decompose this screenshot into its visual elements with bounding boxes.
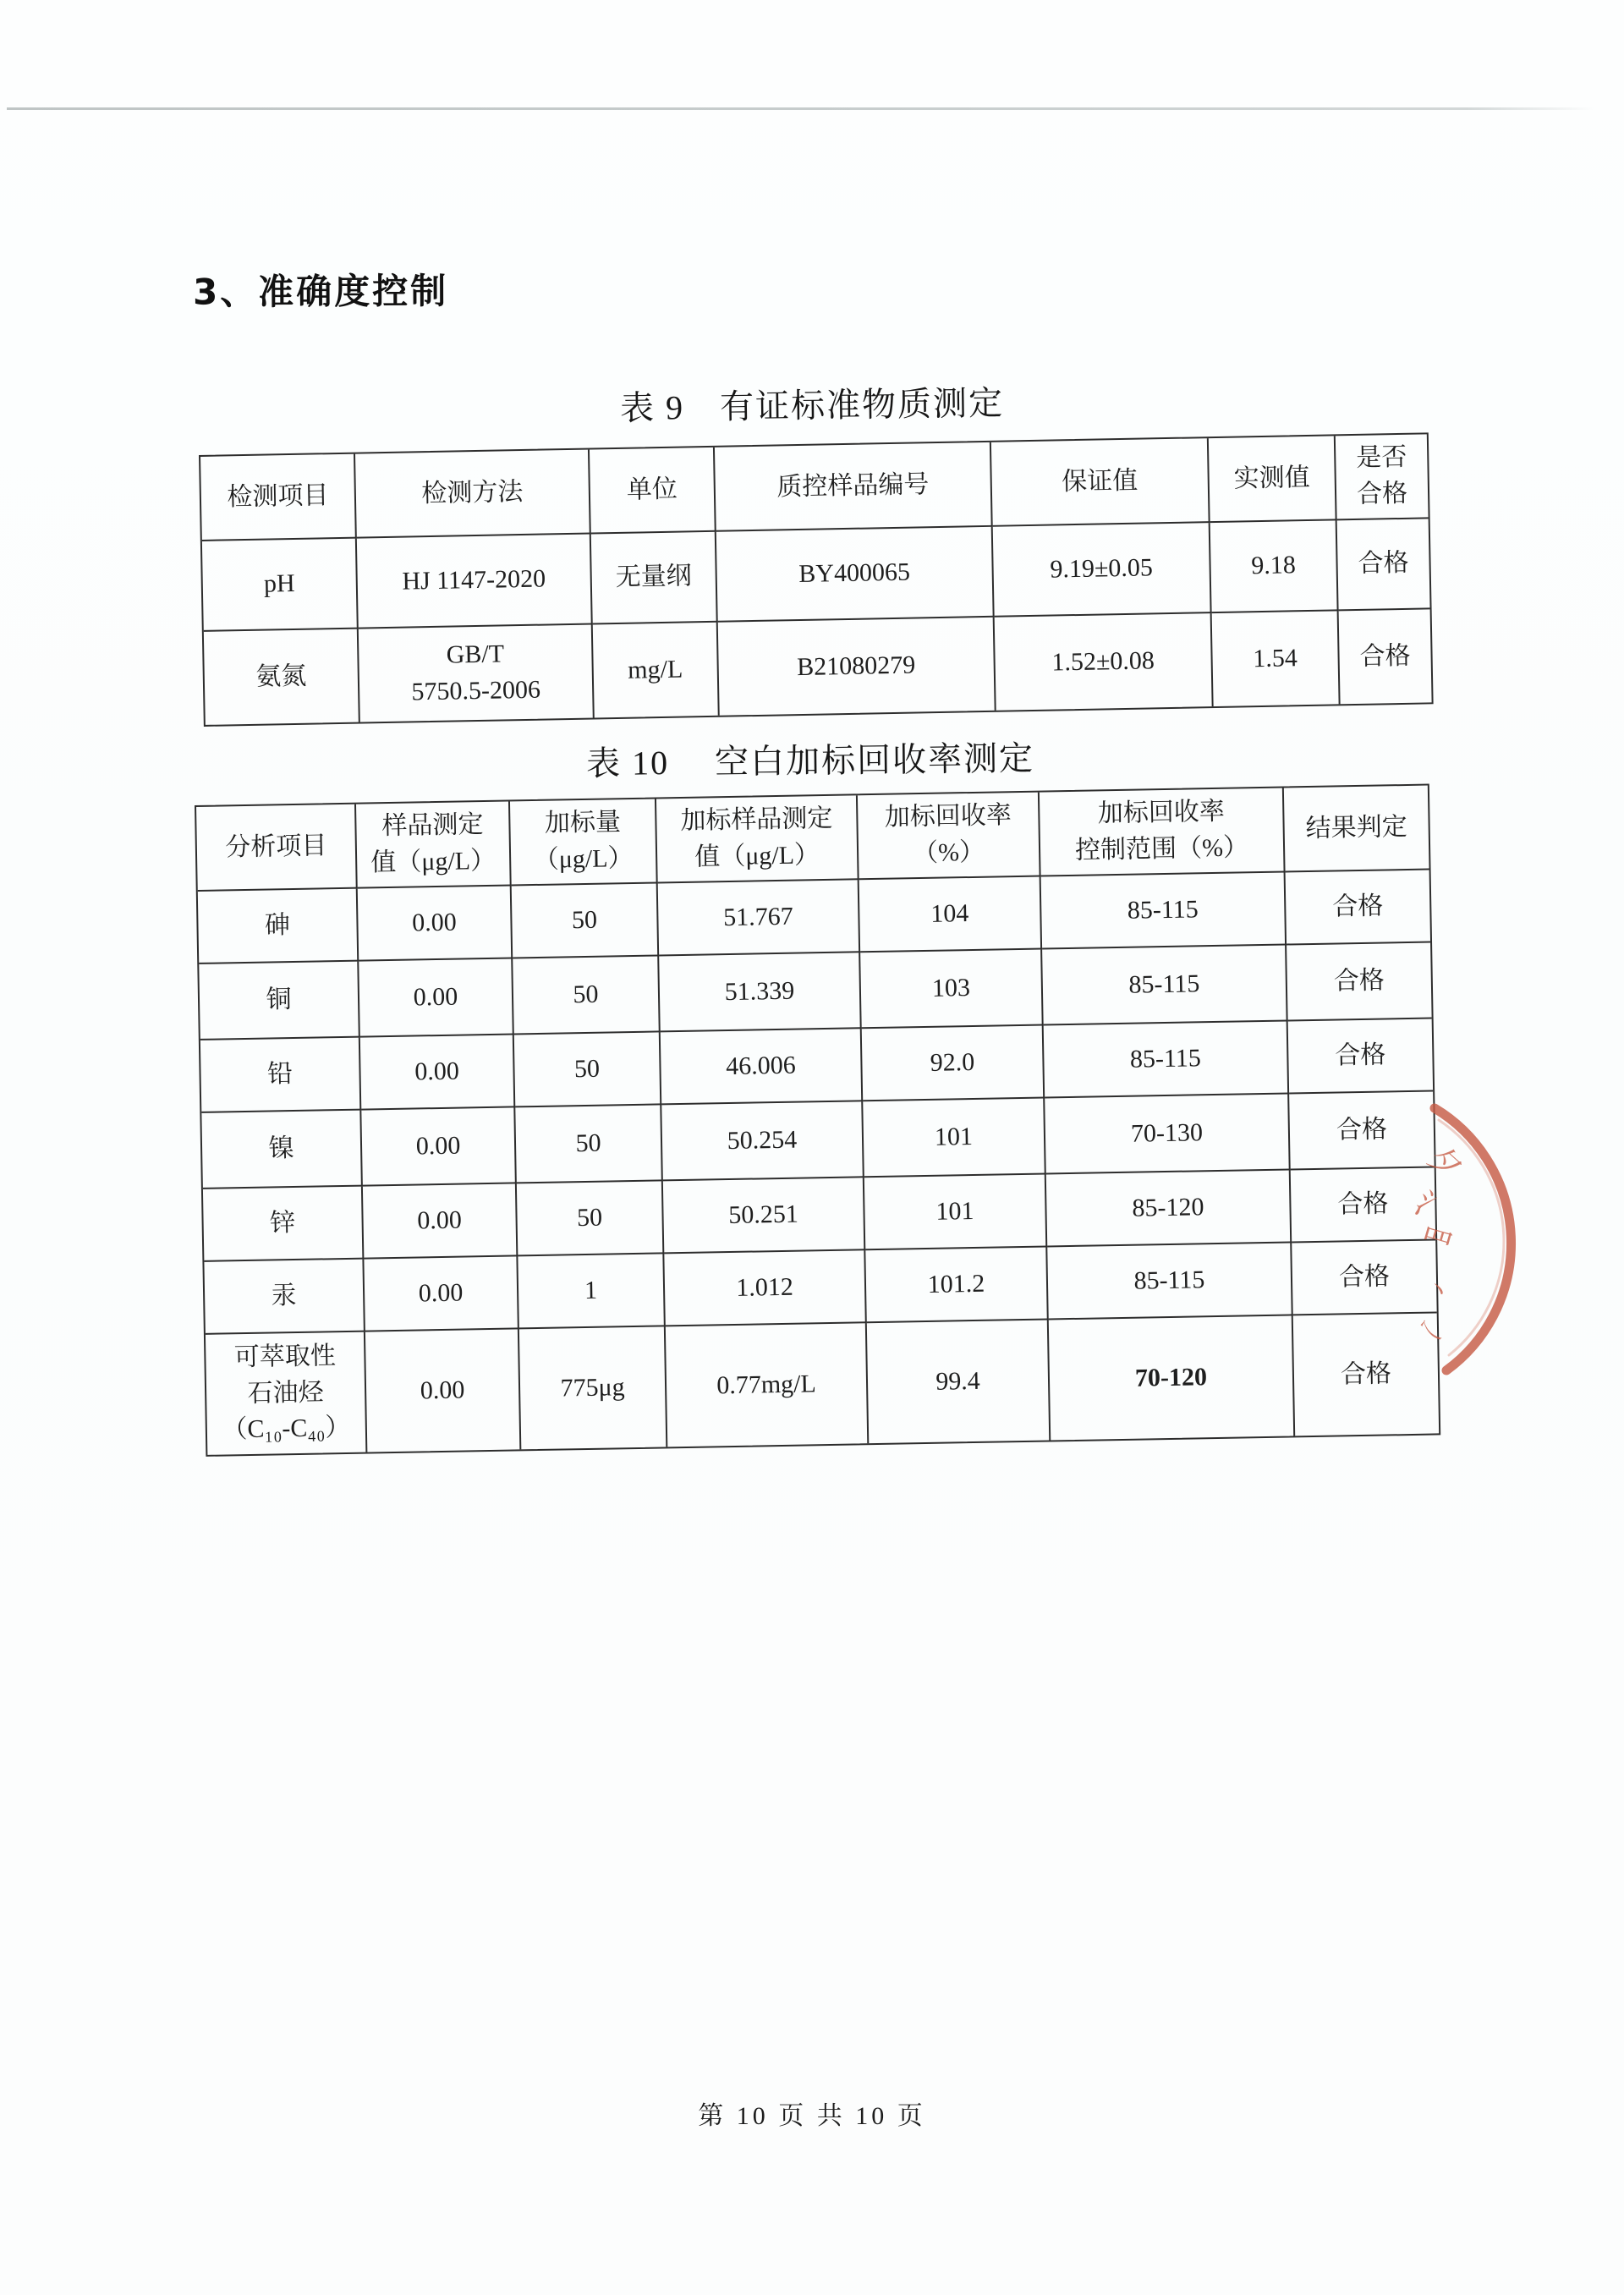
section-heading: 3、准确度控制 [192,270,449,313]
table-cell: 50 [514,1032,661,1107]
scan-artifact-line [7,107,1594,110]
table-cell: 85-115 [1044,1021,1289,1098]
table-cell: 92.0 [862,1026,1045,1102]
table9 [199,432,1434,727]
table-cell: 50.254 [661,1101,864,1181]
table-cell: 775μg [519,1326,667,1449]
table-cell: GB/T 5750.5-2006 [359,624,595,722]
t10-col-recovery-range: 加标回收率 控制范围（%） [1040,788,1286,877]
table-cell: 85-115 [1047,1243,1292,1320]
table-cell: 合格 [1337,519,1430,611]
table-cell: 合格 [1359,641,1411,671]
page-number: 第 10 页 共 10 页 [698,2102,926,2130]
table-cell: 合格 [1292,1240,1436,1315]
table-cell: 铜 [199,962,360,1040]
table-cell: 合格 [1286,870,1430,946]
table-cell: 0.00 [365,1329,521,1452]
t10-col-spiked-sample-value: 加标样品测定 值（μg/L） [656,795,859,883]
table-cell: 0.00 [358,886,513,961]
table-cell: 1.54 [1212,611,1341,706]
table-cell: pH [202,539,359,632]
table-cell: 合格 [1340,1359,1392,1389]
table-cell: 合格 [1289,1091,1435,1170]
table-cell: 9.18 [1210,520,1339,613]
table-cell: mg/L [593,623,720,718]
table-cell: 合格 [1287,943,1432,1022]
table-cell: 0.00 [363,1183,518,1259]
table-cell: 46.006 [661,1029,863,1105]
table-cell: 汞 [204,1260,365,1335]
t9-col-certified-value: 保证值 [991,438,1210,527]
table-cell: 9.19±0.05 [993,523,1212,618]
stamp-glyph: 罒 [1413,1221,1457,1268]
table-cell: 103 [860,950,1044,1029]
table-cell: 50 [513,956,661,1035]
t10-col-analyte: 分析项目 [196,804,358,892]
table-cell: 1 [518,1254,665,1329]
table-cell: 70-130 [1045,1094,1291,1174]
table-cell: 85-115 [1042,945,1288,1025]
t10-col-result: 结果判定 [1284,786,1429,873]
table-cell: 50.251 [663,1178,865,1254]
t10-col-recovery: 加标回收率 （%） [858,793,1041,881]
table-cell: 可萃取性 石油烃 （C₁₀-C₄₀） [206,1332,367,1455]
table-cell: 砷 [198,889,359,964]
table-cell: 50 [517,1181,664,1256]
table-cell: 1.012 [664,1250,866,1326]
table-cell: 50 [515,1105,663,1183]
table-cell: 氨氮 [204,629,360,725]
table-cell: 0.00 [359,958,514,1037]
table-cell: 50 [512,883,659,958]
stamp-glyph: 乀 [1417,1315,1444,1346]
table9-title: 表 9 有证标准物质测定 [619,383,1005,428]
table-cell: 99.4 [867,1320,1051,1443]
table-cell: 101 [863,1099,1046,1178]
table-cell: 合格 [1291,1167,1435,1243]
t10-col-spike-amount: 加标量 （μg/L） [510,799,658,886]
table-cell: 85-115 [1041,873,1287,950]
stamp-glyph: 氵 [1408,1183,1456,1233]
table-cell: 锌 [203,1187,364,1262]
table-cell: 0.00 [364,1256,518,1331]
table-cell: 1.52±0.08 [995,613,1214,711]
table-cell: 51.767 [658,880,860,956]
table-cell: 铅 [200,1038,361,1113]
t9-col-measured-value: 实测值 [1209,436,1337,523]
table-cell: 无量纲 [591,532,718,625]
red-stamp-icon [1338,1076,1538,1386]
stamp-glyph: 丶 [1423,1275,1453,1309]
table-cell: 101 [864,1174,1047,1250]
table-cell: 104 [859,877,1042,953]
table-cell: B21080279 [718,618,996,716]
table-cell: 0.00 [361,1107,517,1186]
table10-title: 表 10 空白加标回收率测定 [585,738,1035,783]
table-cell: 51.339 [659,953,862,1032]
t9-col-item: 检测项目 [200,454,357,541]
table-cell: 合格 [1288,1019,1433,1095]
table-cell: 70-120 [1049,1315,1295,1440]
t9-col-unit: 单位 [590,447,716,535]
t9-col-method: 检测方法 [355,450,591,539]
table-cell: BY400065 [716,527,995,623]
table-cell: 101.2 [865,1247,1048,1323]
t10-col-sample-value: 样品测定 值（μg/L） [356,801,512,888]
t9-col-sample-id: 质控样品编号 [715,442,993,532]
table-cell: 镍 [201,1111,363,1189]
table-cell: 85-120 [1046,1170,1292,1247]
table-cell: 0.00 [360,1035,515,1110]
t9-col-pass: 是否 合格 [1336,434,1429,520]
table10 [195,784,1440,1457]
table-cell: 0.77mg/L [666,1323,869,1447]
table-cell: HJ 1147-2020 [357,535,593,629]
stamp-glyph: 夕 [1420,1138,1470,1189]
